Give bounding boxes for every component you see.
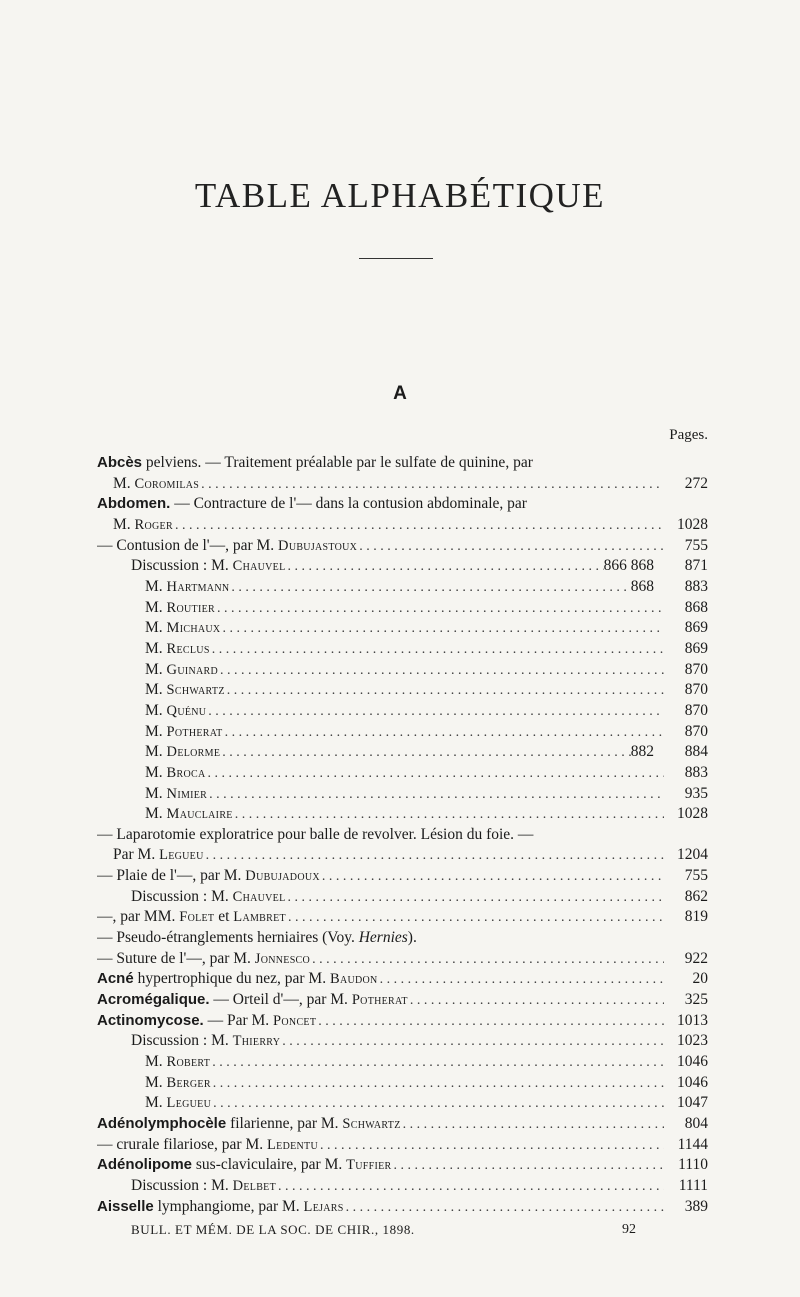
leader-dots	[318, 1136, 664, 1156]
entry-author: Roger	[134, 516, 173, 533]
leader-dots	[316, 1012, 664, 1032]
entry-connector: et	[214, 908, 234, 926]
leader-dots	[211, 1094, 664, 1114]
leader-dots	[320, 867, 664, 887]
index-entry	[97, 515, 708, 536]
entry-author: Broca	[166, 764, 206, 781]
entry-page-number: 1028	[677, 515, 708, 533]
entry-text	[97, 453, 533, 474]
entry-description: M.	[113, 515, 135, 533]
entry-author: Tuffier	[346, 1157, 392, 1174]
entry-page-number: 819	[684, 908, 708, 926]
index-entry	[97, 453, 708, 474]
entry-page-number: 755	[684, 867, 708, 885]
index-entry	[97, 577, 708, 598]
index-entry	[97, 556, 708, 577]
entry-description: pelviens. — Traitement préalable par le sulfate de quinine, par	[142, 454, 533, 471]
leader-dots	[378, 970, 664, 990]
entry-text	[113, 515, 173, 536]
entry-page-number: 755	[684, 536, 708, 554]
entry-author: Poncet	[273, 1012, 317, 1029]
entry-text	[145, 784, 207, 805]
entry-description: M.	[145, 805, 167, 823]
index-entry	[97, 660, 708, 681]
index-entry	[97, 1176, 708, 1197]
index-entry	[97, 536, 708, 557]
entry-description: M.	[145, 577, 167, 595]
title-rule	[359, 258, 433, 259]
entry-tail: ).	[407, 929, 417, 947]
entry-page-number: 325	[684, 991, 708, 1009]
entry-page-number: 804	[684, 1115, 708, 1132]
index-entry	[97, 722, 708, 743]
entry-heading: Adénolipome	[97, 1156, 193, 1174]
entry-author: Schwartz	[342, 1116, 401, 1132]
entry-text	[145, 1052, 210, 1073]
index-entry	[97, 907, 708, 928]
leader-dots	[392, 1156, 664, 1176]
entry-text	[97, 990, 408, 1011]
entry-heading: Abcès	[97, 454, 143, 471]
entry-text	[97, 1114, 401, 1135]
leader-dots	[199, 475, 664, 495]
entry-heading: Aisselle	[97, 1197, 154, 1215]
entry-page-number: 1046	[677, 1073, 708, 1091]
leader-dots	[218, 661, 664, 681]
entry-page-number: 870	[684, 701, 708, 719]
entry-page-number: 869	[684, 639, 708, 657]
entry-page-number: 935	[684, 784, 708, 802]
entry-text	[97, 907, 286, 928]
entry-author: Folet	[179, 909, 215, 926]
entry-description: filarienne, par M.	[226, 1115, 343, 1132]
index-entry	[97, 639, 708, 660]
entry-page-number: 871	[684, 557, 708, 575]
index-entry	[97, 1197, 708, 1218]
entry-description: M.	[113, 474, 135, 492]
leader-dots	[206, 764, 664, 784]
index-entry	[97, 1135, 708, 1156]
entry-page-number: 1028	[677, 805, 708, 823]
entry-description: Discussion : M.	[131, 1032, 233, 1050]
entry-author: Robert	[166, 1054, 211, 1071]
entry-description: M.	[145, 660, 167, 678]
entry-author: Quénu	[166, 702, 207, 719]
entry-author: Reclus	[166, 640, 210, 657]
entry-text	[97, 1011, 316, 1032]
index-entry	[97, 928, 708, 949]
entry-heading: Actinomycose.	[97, 1011, 204, 1029]
entry-author: Legueu	[166, 1095, 212, 1112]
entry-description: sus-claviculaire, par M.	[192, 1156, 347, 1174]
index-entry	[97, 1011, 708, 1032]
entry-author: Potherat	[351, 992, 408, 1009]
entry-page-secondary: 868	[630, 577, 654, 595]
entry-page-number: 1013	[677, 1011, 708, 1029]
entry-author: Lejars	[303, 1198, 344, 1215]
entry-page-number: 1023	[677, 1032, 708, 1050]
leader-dots	[220, 619, 664, 639]
leader-dots	[223, 723, 664, 743]
section-letter: A	[393, 383, 407, 404]
entry-author: Chauvel	[232, 558, 286, 575]
entry-author: Nimier	[166, 785, 208, 802]
entry-author: Lambret	[233, 909, 286, 926]
entry-description: M.	[145, 763, 167, 781]
entry-description: Discussion : M.	[131, 887, 233, 905]
index-entry	[97, 1031, 708, 1052]
entry-description: M.	[145, 1053, 167, 1071]
entry-heading: Abdomen.	[97, 495, 171, 513]
leader-dots	[206, 702, 664, 722]
entry-author: Berger	[166, 1074, 211, 1091]
pages-column-label: Pages.	[669, 427, 708, 443]
entry-text	[113, 845, 204, 866]
entry-text	[145, 680, 225, 701]
leader-dots	[210, 640, 664, 660]
entry-text	[145, 742, 220, 763]
index-entry	[97, 701, 708, 722]
index-entry	[97, 866, 708, 887]
entry-description: M.	[145, 784, 167, 802]
entry-page-number: 1046	[677, 1053, 708, 1071]
page-number: 92	[622, 1222, 636, 1237]
page-title: TABLE ALPHABÉTIQUE	[194, 176, 606, 215]
entry-description: M.	[145, 681, 167, 699]
entry-description: — Par M.	[203, 1011, 274, 1029]
entry-page-number: 20	[692, 970, 708, 988]
index-entry	[97, 742, 708, 763]
index-entry	[97, 598, 708, 619]
index-entry	[97, 887, 708, 908]
index-entry	[97, 1155, 708, 1176]
index-entry	[97, 763, 708, 784]
entry-text	[97, 1135, 318, 1156]
entry-text	[131, 1031, 280, 1052]
index-entry	[97, 990, 708, 1011]
index-entry	[97, 784, 708, 805]
entry-text	[145, 577, 229, 598]
entry-author: Delorme	[166, 744, 221, 761]
entry-author: Hartmann	[166, 578, 230, 595]
index-entry	[97, 969, 708, 990]
index-entries	[97, 453, 708, 1217]
entry-heading: Acné	[97, 970, 134, 988]
entry-description: Par M.	[113, 846, 160, 864]
entry-text	[97, 494, 527, 515]
entry-heading: Acromégalique.	[97, 991, 210, 1009]
entry-page-number: 1204	[677, 846, 708, 864]
entry-heading: Adénolymphocèle	[97, 1115, 227, 1132]
entry-description: M.	[145, 598, 167, 616]
entry-author: Routier	[166, 599, 215, 616]
entry-author: Mauclaire	[166, 806, 233, 823]
entry-description: — Pseudo-étranglements herniaires (Voy.	[97, 929, 359, 947]
entry-page-number: 272	[684, 474, 708, 492]
entry-text	[97, 1197, 344, 1218]
entry-description: — Contusion de l'—, par M.	[97, 536, 279, 554]
entry-author: Baudon	[329, 971, 378, 988]
index-entry	[97, 474, 708, 495]
entry-description: M.	[145, 1094, 167, 1112]
entry-description: M.	[145, 619, 167, 637]
leader-dots	[225, 681, 664, 701]
entry-text	[145, 639, 210, 660]
entry-text	[145, 1093, 211, 1114]
entry-description: M.	[145, 722, 167, 740]
entry-description: — Contracture de l'— dans la contusion abdominale, par	[170, 495, 527, 513]
entry-description: M.	[145, 639, 167, 657]
leader-dots	[357, 537, 664, 557]
entry-description: — Plaie de l'—, par M.	[97, 867, 246, 885]
leader-dots	[408, 991, 664, 1011]
entry-text	[97, 825, 533, 846]
entry-text	[97, 949, 310, 970]
leader-dots	[220, 743, 631, 763]
leader-dots	[211, 1074, 664, 1094]
entry-text	[131, 556, 286, 577]
index-entry	[97, 845, 708, 866]
entry-page-number: 884	[684, 743, 708, 761]
entry-author: Legueu	[159, 847, 204, 864]
entry-page-number: 1144	[677, 1135, 708, 1153]
entry-author: Chauvel	[232, 888, 286, 905]
entry-page-number: 870	[684, 660, 708, 678]
leader-dots	[173, 516, 664, 536]
entry-description: — Suture de l'—, par M.	[97, 949, 255, 967]
leader-dots	[286, 557, 604, 577]
entry-page-secondary: 866 868	[603, 557, 654, 575]
entry-text	[97, 536, 357, 557]
entry-text	[97, 1155, 392, 1176]
leader-dots	[207, 785, 664, 805]
entry-text	[113, 474, 199, 495]
leader-dots	[310, 950, 664, 970]
leader-dots	[229, 578, 630, 598]
entry-page-secondary: 882	[630, 743, 654, 761]
leader-dots	[401, 1115, 664, 1135]
entry-author: Delbet	[232, 1177, 276, 1194]
index-entry	[97, 494, 708, 515]
entry-author: Schwartz	[166, 682, 225, 699]
entry-description: — Orteil d'—, par M.	[209, 991, 352, 1009]
entry-author: Dubujadoux	[245, 868, 320, 885]
leader-dots	[280, 1032, 664, 1052]
entry-text	[97, 969, 378, 990]
entry-description: M.	[145, 1073, 167, 1091]
entry-description: —, par MM.	[97, 908, 180, 926]
entry-description: Discussion : M.	[131, 1176, 233, 1194]
entry-reference: Hernies	[358, 929, 408, 947]
entry-text	[131, 887, 286, 908]
index-entry	[97, 1114, 708, 1135]
entry-page-number: 1110	[678, 1156, 708, 1174]
entry-text	[145, 598, 215, 619]
entry-description: hypertrophique du nez, par M.	[133, 970, 330, 988]
entry-author: Michaux	[166, 620, 221, 637]
entry-page-number: 1111	[678, 1176, 708, 1194]
leader-dots	[286, 888, 665, 908]
index-entry	[97, 804, 708, 825]
entry-text	[145, 804, 233, 825]
entry-text	[145, 763, 206, 784]
entry-page-number: 922	[684, 949, 708, 967]
entry-page-number: 389	[684, 1197, 708, 1215]
entry-author: Ledentu	[267, 1136, 318, 1153]
entry-text	[97, 866, 320, 887]
entry-page-number: 862	[684, 887, 708, 905]
entry-text	[145, 701, 206, 722]
entry-page-number: 883	[684, 763, 708, 781]
index-entry	[97, 618, 708, 639]
entry-page-number: 870	[684, 681, 708, 699]
entry-author: Jonnesco	[254, 950, 311, 967]
leader-dots	[204, 846, 664, 866]
index-entry	[97, 680, 708, 701]
entry-description: lymphangiome, par M.	[153, 1197, 304, 1215]
entry-text	[145, 660, 218, 681]
entry-text	[97, 928, 417, 949]
leader-dots	[344, 1198, 664, 1218]
entry-description: — Laparotomie exploratrice pour balle de revolver. Lésion du foie. —	[97, 825, 534, 843]
entry-page-number: 1047	[677, 1094, 708, 1112]
leader-dots	[286, 908, 664, 928]
entry-description: Discussion : M.	[131, 557, 233, 575]
entry-text	[145, 722, 223, 743]
index-entry	[97, 949, 708, 970]
index-entry	[97, 825, 708, 846]
entry-page-number: 883	[684, 577, 708, 595]
index-entry	[97, 1073, 708, 1094]
entry-description: M.	[145, 743, 167, 761]
entry-author: Dubujastoux	[278, 537, 358, 554]
footer-journal: BULL. ET MÉM. DE LA SOC. DE CHIR., 1898.	[131, 1222, 415, 1237]
entry-page-number: 869	[684, 619, 708, 637]
index-entry	[97, 1093, 708, 1114]
index-entry	[97, 1052, 708, 1073]
entry-page-number: 870	[684, 722, 708, 740]
entry-author: Potherat	[166, 723, 223, 740]
entry-description: M.	[145, 701, 167, 719]
leader-dots	[210, 1053, 664, 1073]
leader-dots	[215, 599, 664, 619]
entry-description: — crurale filariose, par M.	[97, 1135, 268, 1153]
entry-text	[131, 1176, 276, 1197]
entry-text	[145, 1073, 211, 1094]
entry-author: Guinard	[166, 661, 219, 678]
entry-author: Thierry	[232, 1033, 281, 1050]
leader-dots	[233, 805, 664, 825]
entry-text	[145, 618, 220, 639]
leader-dots	[276, 1177, 664, 1197]
entry-page-number: 868	[684, 598, 708, 616]
entry-author: Coromilas	[134, 475, 200, 492]
